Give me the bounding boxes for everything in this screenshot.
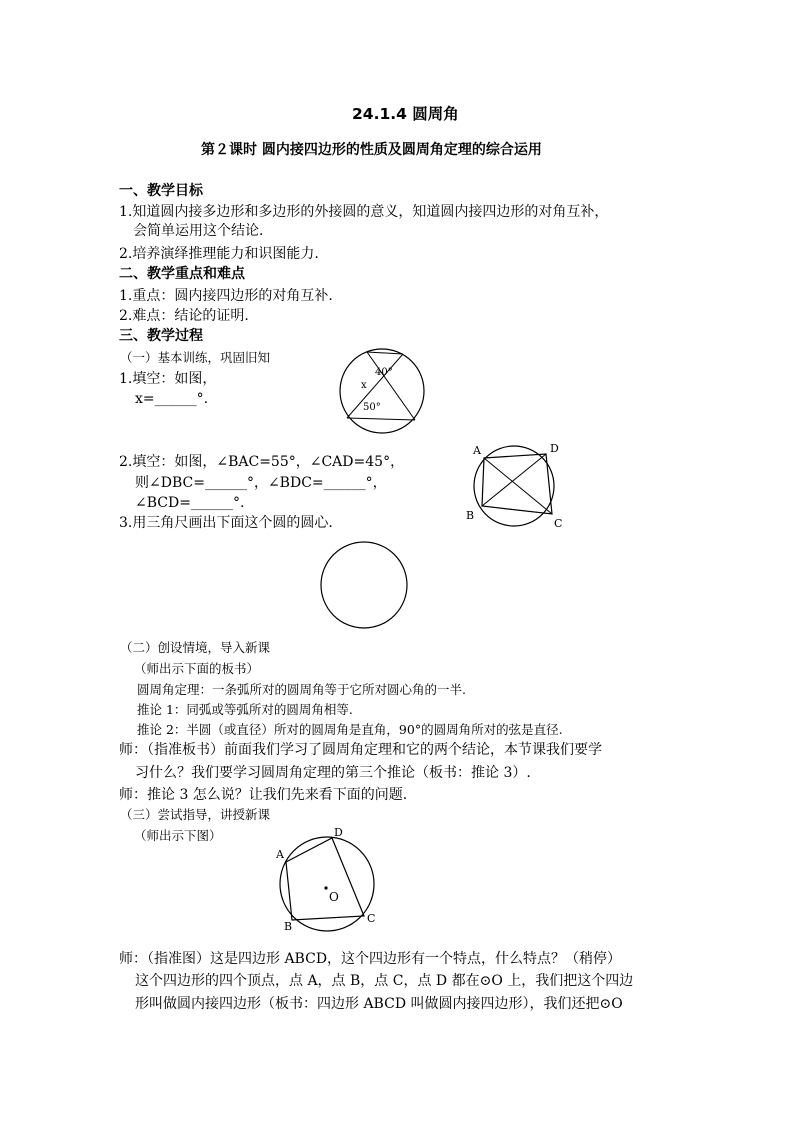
key-point: 1.重点：圆内接四边形的对角互补. — [119, 288, 333, 304]
question-2-line-3: ∠BCD=______°. — [135, 495, 245, 511]
figure-4-quadrilateral — [286, 838, 364, 920]
section-3-heading: 三、教学过程 — [119, 328, 203, 344]
teacher-line-1a: 师：（指准板书）前面我们学习了圆周角定理和它的两个结论，本节课我们要学 — [119, 742, 602, 758]
figure-3-empty-circle — [320, 541, 410, 631]
figure-4-center-dot — [324, 886, 327, 889]
teacher-line-3c: 形叫做圆内接四边形（板书：四边形 ABCD 叫做圆内接四边形），我们还把⊙O — [135, 996, 623, 1012]
figure-4-label-b: B — [284, 920, 293, 933]
document-title: 24.1.4 圆周角 — [352, 105, 459, 123]
teacher-line-2: 师：推论 3 怎么说？让我们先来看下面的问题. — [119, 787, 408, 803]
question-2-line-2: 则∠DBC=______°，∠BDC=______°， — [135, 475, 387, 491]
figure-4-label-d: D — [334, 826, 343, 839]
figure-4-label-o: O — [329, 890, 339, 904]
figure-1-circle — [340, 349, 424, 433]
figure-1-circle-angles — [333, 348, 433, 438]
teacher-line-3b: 这个四边形的四个顶点，点 A，点 B，点 C，点 D 都在⊙O 上，我们把这个四边 — [135, 973, 634, 989]
part-3-note: （师出示下图） — [134, 828, 222, 843]
figure-1-chord-4 — [347, 418, 415, 420]
figure-2-diagonal-bd — [482, 454, 546, 506]
part-2-note: （师出示下面的板书） — [134, 661, 260, 676]
goal-1-line-1: 1.知道圆内接多边形和多边形的外接圆的意义，知道圆内接四边形的对角互补， — [119, 204, 609, 220]
figure-4-label-c: C — [367, 912, 376, 925]
figure-2-label-a: A — [473, 444, 481, 457]
question-1-line-1: 1.填空：如图， — [119, 371, 217, 387]
figure-1-angle-40: 40° — [375, 367, 393, 378]
figure-2-label-c: C — [554, 517, 563, 530]
teacher-line-3a: 师：（指准图）这是四边形 ABCD，这个四边形有一个特点，什么特点？（稍停） — [119, 951, 622, 967]
figure-1-angle-50: 50° — [363, 402, 381, 413]
question-2-line-1: 2.填空：如图，∠BAC=55°，∠CAD=45°， — [119, 454, 405, 470]
difficulty-point: 2.难点：结论的证明. — [119, 308, 249, 324]
figure-2-inscribed-quadrilateral — [462, 438, 572, 538]
goal-1-line-2: 会简单运用这个结论. — [133, 223, 264, 239]
section-1-heading: 一、教学目标 — [119, 183, 203, 199]
corollary-1: 推论 1：同弧或等弧所对的圆周角相等. — [137, 702, 353, 717]
figure-4-inscribed-quadrilateral — [270, 822, 390, 932]
figure-2-label-d: D — [550, 442, 559, 455]
question-1-line-2: x=______°. — [135, 391, 209, 407]
figure-2-label-b: B — [466, 509, 475, 522]
part-3-heading: （三）尝试指导，讲授新课 — [120, 807, 271, 822]
section-2-heading: 二、教学重点和难点 — [119, 266, 245, 282]
figure-4-circle — [280, 837, 374, 931]
figure-3-circle — [321, 542, 407, 628]
corollary-2: 推论 2：半圆（或直径）所对的圆周角是直角，90°的圆周角所对的弦是直径. — [137, 722, 563, 737]
figure-4-label-a: A — [276, 848, 284, 861]
figure-1-x-label: x — [361, 380, 367, 391]
goal-2: 2.培养演绎推理能力和识图能力. — [119, 246, 319, 262]
part-2-heading: （二）创设情境，导入新课 — [120, 640, 271, 655]
figure-2-diagonal-ac — [484, 458, 552, 514]
theorem-statement: 圆周角定理：一条弧所对的圆周角等于它所对圆心角的一半. — [137, 682, 466, 697]
question-3: 3.用三角尺画出下面这个圆的圆心. — [119, 515, 333, 531]
teacher-line-1b: 习什么？我们要学习圆周角定理的第三个推论（板书：推论 3）. — [135, 765, 531, 781]
part-1-heading: （一）基本训练，巩固旧知 — [120, 350, 271, 365]
lesson-subtitle: 第２课时 圆内接四边形的性质及圆周角定理的综合运用 — [201, 142, 542, 158]
